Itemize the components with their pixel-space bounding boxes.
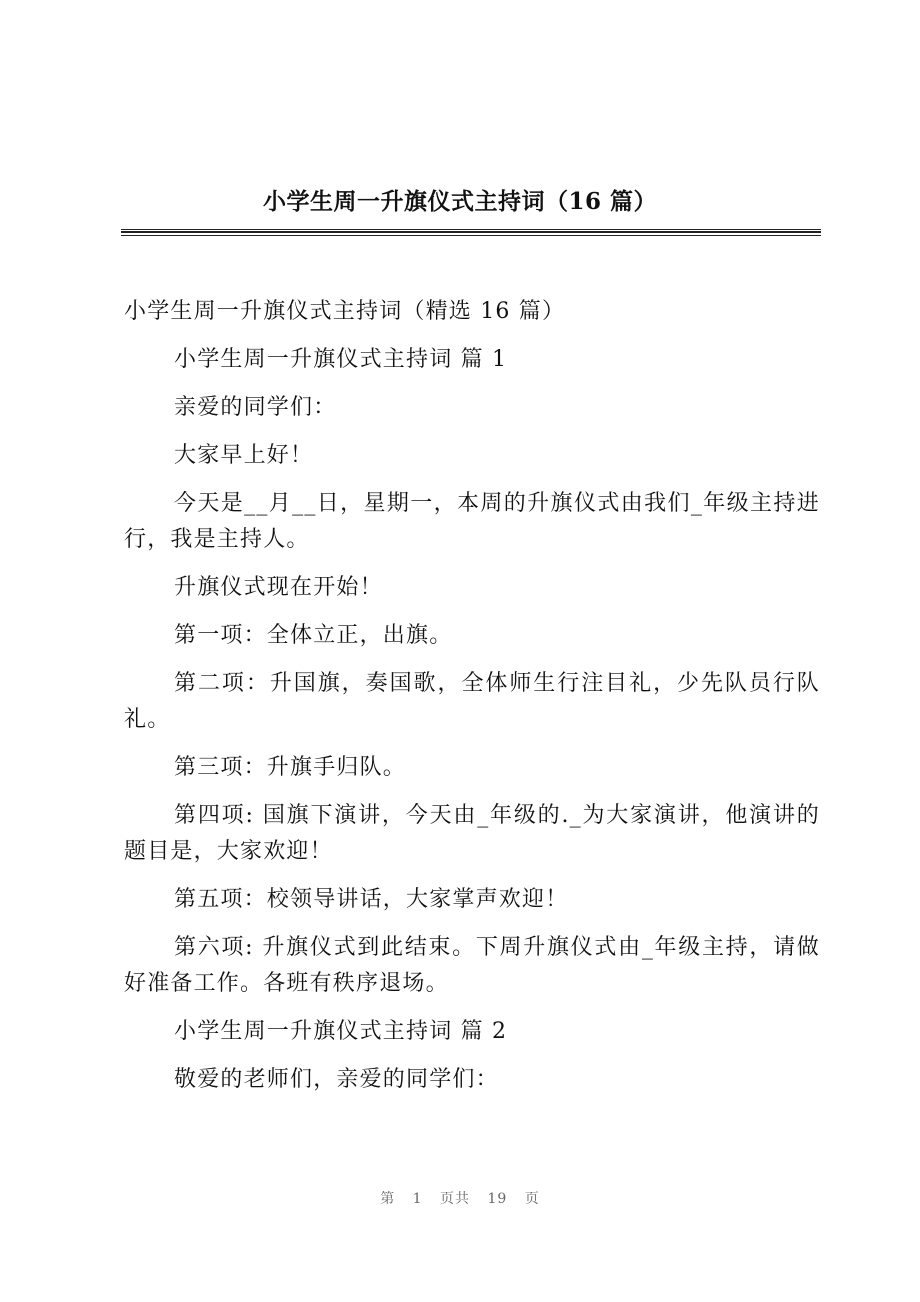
paragraph: 第一项：全体立正，出旗。 [174, 623, 453, 648]
paragraph: 敬爱的老师们，亲爱的同学们： [174, 1067, 499, 1092]
title-rule-bottom [121, 235, 821, 236]
paragraph: 第五项：校领导讲话，大家掌声欢迎！ [174, 887, 569, 912]
paragraph: 今天是__月__日，星期一，本周的升旗仪式由我们_年级主持进行，我是主持人。 [124, 491, 820, 552]
paragraph: 小学生周一升旗仪式主持词 篇 2 [174, 1019, 508, 1044]
footer-current-page: 1 [412, 1191, 423, 1207]
title-rule-top [121, 229, 821, 230]
paragraph: 第四项: 国旗下演讲，今天由_年级的._为大家演讲，他演讲的题目是，大家欢迎！ [124, 803, 820, 864]
paragraph: 亲爱的同学们： [174, 395, 337, 420]
paragraph: 第二项：升国旗，奏国歌，全体师生行注目礼，少先队员行队礼。 [124, 671, 820, 732]
footer-label-of: 页共 [440, 1191, 471, 1207]
paragraph: 升旗仪式现在开始！ [174, 575, 383, 600]
title-rule-middle [121, 231, 821, 233]
footer-label-page: 第 [380, 1191, 396, 1207]
document-title: 小学生周一升旗仪式主持词（16 篇） [262, 188, 657, 215]
document-body [124, 294, 820, 1110]
paragraph: 大家早上好！ [174, 443, 314, 468]
page-footer [0, 1188, 920, 1208]
paragraph: 小学生周一升旗仪式主持词 篇 1 [174, 347, 508, 372]
footer-label-end: 页 [524, 1191, 540, 1207]
paragraph: 小学生周一升旗仪式主持词（精选 16 篇） [124, 299, 566, 324]
paragraph: 第三项：升旗手归队。 [174, 755, 407, 780]
footer-total-pages: 19 [487, 1191, 508, 1207]
paragraph: 第六项: 升旗仪式到此结束。下周升旗仪式由_年级主持，请做好准备工作。各班有秩序退场。 [124, 935, 820, 996]
